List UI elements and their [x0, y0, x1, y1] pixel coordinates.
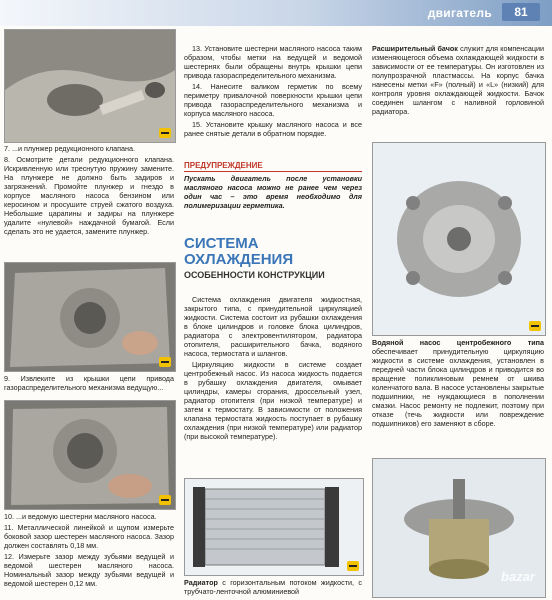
section-title: двигатель	[427, 6, 492, 20]
cooling-system-subtitle: ОСОБЕННОСТИ КОНСТРУКЦИИ	[184, 270, 325, 280]
cooling-body-2: Циркуляцию жидкости в системе создает центробежный насос. Из насоса жидкость подается в рубашку охлаждения двигателя, омывает цилиндры, камеры сгорания, дроссельный узел, радиатор отопителя (при низкой температуре) и затем к термостату. В зависимости от положения клапана термостата жидкость поступает в рубашку охлаждения (при низкой температуре) или радиатор (при высокой температуре).	[184, 360, 362, 441]
radiator-lead: Радиатор	[184, 578, 218, 587]
pump-lead: Водяной насос центробежного типа	[372, 338, 544, 347]
radiator-text: с горизонтальным потоком жидкости, с трубчато-ленточной алюминиевой	[184, 578, 363, 596]
step-14: 14. Нанесите валиком герметик по всему периметру привалочной поверхности крышки цепи привода газораспределительного механизма и корпуса масляного насоса.	[184, 82, 362, 118]
warning-title: ПРЕДУПРЕЖДЕНИЕ	[184, 161, 362, 172]
wrench-icon	[347, 561, 359, 571]
wrench-icon	[159, 495, 171, 505]
wrench-icon	[529, 321, 541, 331]
step-13: 13. Установите шестерни масляного насоса таким образом, чтобы метки на ведущей и ведомой шестернях были обращены внутрь крышки цепи привода газораспределительного механизма.	[184, 44, 362, 80]
step-12: 12. Измерьте зазор между зубьями ведущей и ведомой шестерен масляного насоса. Номинальный зазор между зубьями ведущей и ведомой шестерен 0,12 мм.	[4, 552, 174, 588]
page-number: 81	[502, 3, 540, 21]
step-8: 8. Осмотрите детали редукционного клапана. Искривленную или треснутую пружину замените. На плунжере не должно быть задиров и загрязнений. Промойте плунжер и гнездо в корпусе масляного насоса бензином или керосином и просушите струей сжатого воздуха. Небольшие царапины и задиры на плунжере удалите «нулевой» наждачной бумагой. Если сделать это не удается, замените плунжер.	[4, 155, 174, 236]
step-7: 7. ...и плунжер редукционного клапана.	[4, 144, 136, 153]
pump-text: обеспечивает принудительную циркуляцию жидкости в системе охлаждения, установлен в передней части блока цилиндров и приводится во вращение поликлиновым ремнем от шкива коленчатого вала. В насосе установлены закрытые подшипники, не нуждающиеся в пополнении смазки. Насос ремонту не подлежит, поэтому при отказе (течь жидкости или повреждение подшипников) его заменяют в сборе.	[372, 347, 544, 428]
photo-driven-gear	[4, 400, 176, 510]
watermark-text: bazar	[501, 568, 535, 584]
photo-water-pump	[372, 142, 546, 336]
photo-reducing-valve	[4, 29, 176, 143]
tank-text: служит для компенсации изменяющегося объема охлаждающей жидкости в зависимости от ее температуры. Он изготовлен из полупрозрачной пластмассы. На корпус бачка нанесены метки «F» (полный) и «L» (низкий) для контроля уровня охлаждающей жидкости. Бачок соединен шлангом с наливной горловиной радиатора.	[372, 44, 544, 116]
wrench-icon	[159, 128, 171, 138]
step-15: 15. Установите крышку масляного насоса и все ранее снятые детали в обратном порядке.	[184, 120, 362, 138]
cooling-body-1: Система охлаждения двигателя жидкостная, закрытого типа, с принудительной циркуляцией жидкости. Система состоит из рубашки охлаждения в блоке цилиндров и головке блока цилиндров, радиатора с электровентилятором, радиатора отопителя, расширительного бачка, водяного насоса, термостата и шлангов.	[184, 295, 362, 358]
photo-thermostat	[372, 458, 546, 598]
step-10: 10. ...и ведомую шестерни масляного насоса.	[4, 512, 157, 521]
cooling-system-title: СИСТЕМА ОХЛАЖДЕНИЯ	[184, 235, 294, 268]
warning-text: Пускать двигатель после установки масляного насоса можно не ранее чем через один час – это время необходимо для полимеризации герметика.	[184, 174, 362, 210]
step-9: 9. Извлеките из крышки цепи привода газораспределительного механизма ведущую...	[4, 374, 174, 392]
photo-drive-gear	[4, 262, 176, 372]
page-header	[0, 0, 552, 26]
wrench-icon	[159, 357, 171, 367]
step-11: 11. Металлической линейкой и щупом измерьте боковой зазор шестерен масляного насоса. Зазор должен составлять 0,18 мм.	[4, 523, 174, 550]
photo-radiator	[184, 478, 364, 576]
tank-lead: Расширительный бачок	[372, 44, 458, 53]
